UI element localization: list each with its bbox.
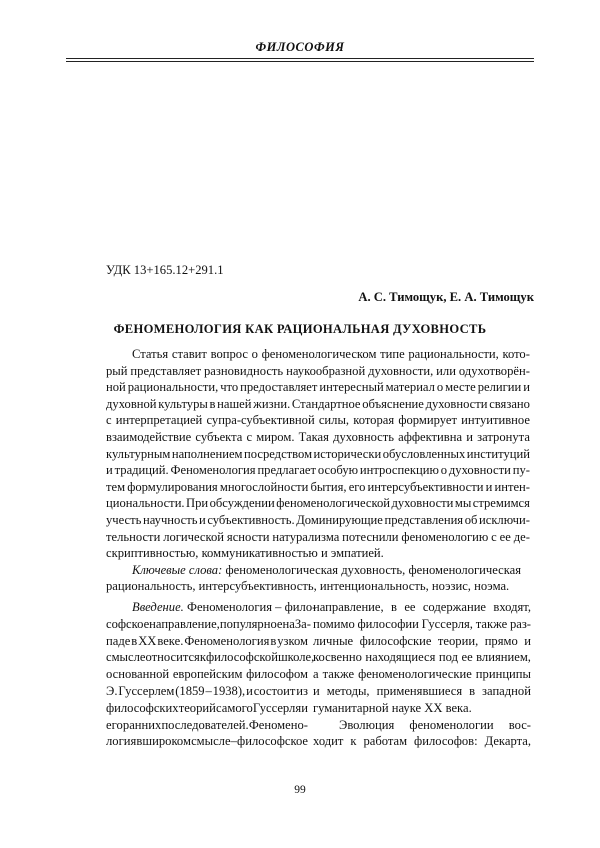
abstract-line: ной рациональности, что предоставляет интересный материал о месте религии и [106, 379, 530, 396]
body-line: Эволюция феноменологии вос- [313, 717, 531, 734]
abstract-line: циональности. При обсуждении феноменологической духовности мы стремимся [106, 495, 530, 512]
keywords-text: феноменологическая духовность, феноменологическая [222, 562, 521, 579]
body-line: косвенно находящиеся под ее влиянием, [313, 649, 531, 666]
abstract-line: тельности логической ясности натурализма потеснили феноменологию с ее де- [106, 529, 530, 546]
abstract-line: взаимодействие субъекта с миром. Такая духовность аффективна и затронута [106, 429, 530, 446]
body-line: помимо философии Гуссерля, также раз- [313, 616, 531, 633]
body-line: философских теорий самого Гуссерля и [106, 700, 308, 717]
authors: А. С. Тимощук, Е. А. Тимощук [358, 290, 534, 305]
abstract-line: скриптивностью, коммуникативностью и эмпатией. [106, 545, 530, 562]
body-line: направление, в ее содержание входят, [313, 599, 531, 616]
body-line: гуманитарной науке XX века. [313, 700, 531, 717]
body-column-right [313, 599, 531, 750]
body-line: смысле относится к философской школе, [106, 649, 308, 666]
body-column-left [106, 599, 308, 750]
body-line: паде в XX веке. Феноменология в узком [106, 633, 308, 650]
abstract-line: тем формулирования многослойности бытия, его интерсубъективности и интен- [106, 479, 530, 496]
abstract-line: учесть научность и субъективность. Доминирующие представления об исключи- [106, 512, 530, 529]
header-rule-bottom [66, 61, 534, 62]
abstract-line: и традиций. Феноменология предлагает особую интроспекцию о духовности пу- [106, 462, 530, 479]
body-line: личные философские теории, прямо и [313, 633, 531, 650]
body-line [106, 599, 308, 616]
body-line: софское направление, популярное на За- [106, 616, 308, 633]
body-line: ходит к работам философов: Декарта, [313, 733, 531, 750]
udk-code: УДК 13+165.12+291.1 [106, 263, 224, 278]
header-rule-top [66, 58, 534, 59]
body-line: основанной европейским философом [106, 666, 308, 683]
abstract-line: Статья ставит вопрос о феноменологическом типе рациональности, кото- [106, 346, 530, 363]
keywords-line: рациональность, интерсубъективность, интенциональность, ноэзис, ноэма. [106, 578, 530, 595]
abstract [106, 346, 530, 595]
abstract-line: с интерпретацией супра-субъективной силы, которая формирует интуитивное [106, 412, 530, 429]
body-line: логия в широком смысле – философское [106, 733, 308, 750]
body-line: Э. Гуссерлем (1859 – 1938), и состоит из [106, 683, 308, 700]
article-title: ФЕНОМЕНОЛОГИЯ КАК РАЦИОНАЛЬНАЯ ДУХОВНОСТЬ [66, 322, 534, 337]
abstract-line: рый представляет разновидность наукообразной духовности, или одухотворён- [106, 363, 530, 380]
page-number: 99 [0, 784, 600, 796]
body-line: его ранних последователей. Феномено- [106, 717, 308, 734]
keywords-line [106, 562, 530, 579]
running-header: ФИЛОСОФИЯ [66, 40, 534, 55]
body-line: а также феноменологические принципы [313, 666, 531, 683]
body-line: и методы, применявшиеся в западной [313, 683, 531, 700]
body-text: Феноменология – фило- [184, 599, 316, 616]
abstract-line: духовной культуры в нашей жизни. Стандартное объяснение духовности связано [106, 396, 530, 413]
keywords-label: Ключевые слова: [132, 562, 222, 579]
abstract-line: культурным наполнением посредством исторически обусловленных институций [106, 446, 530, 463]
intro-label: Введение. [132, 599, 184, 616]
